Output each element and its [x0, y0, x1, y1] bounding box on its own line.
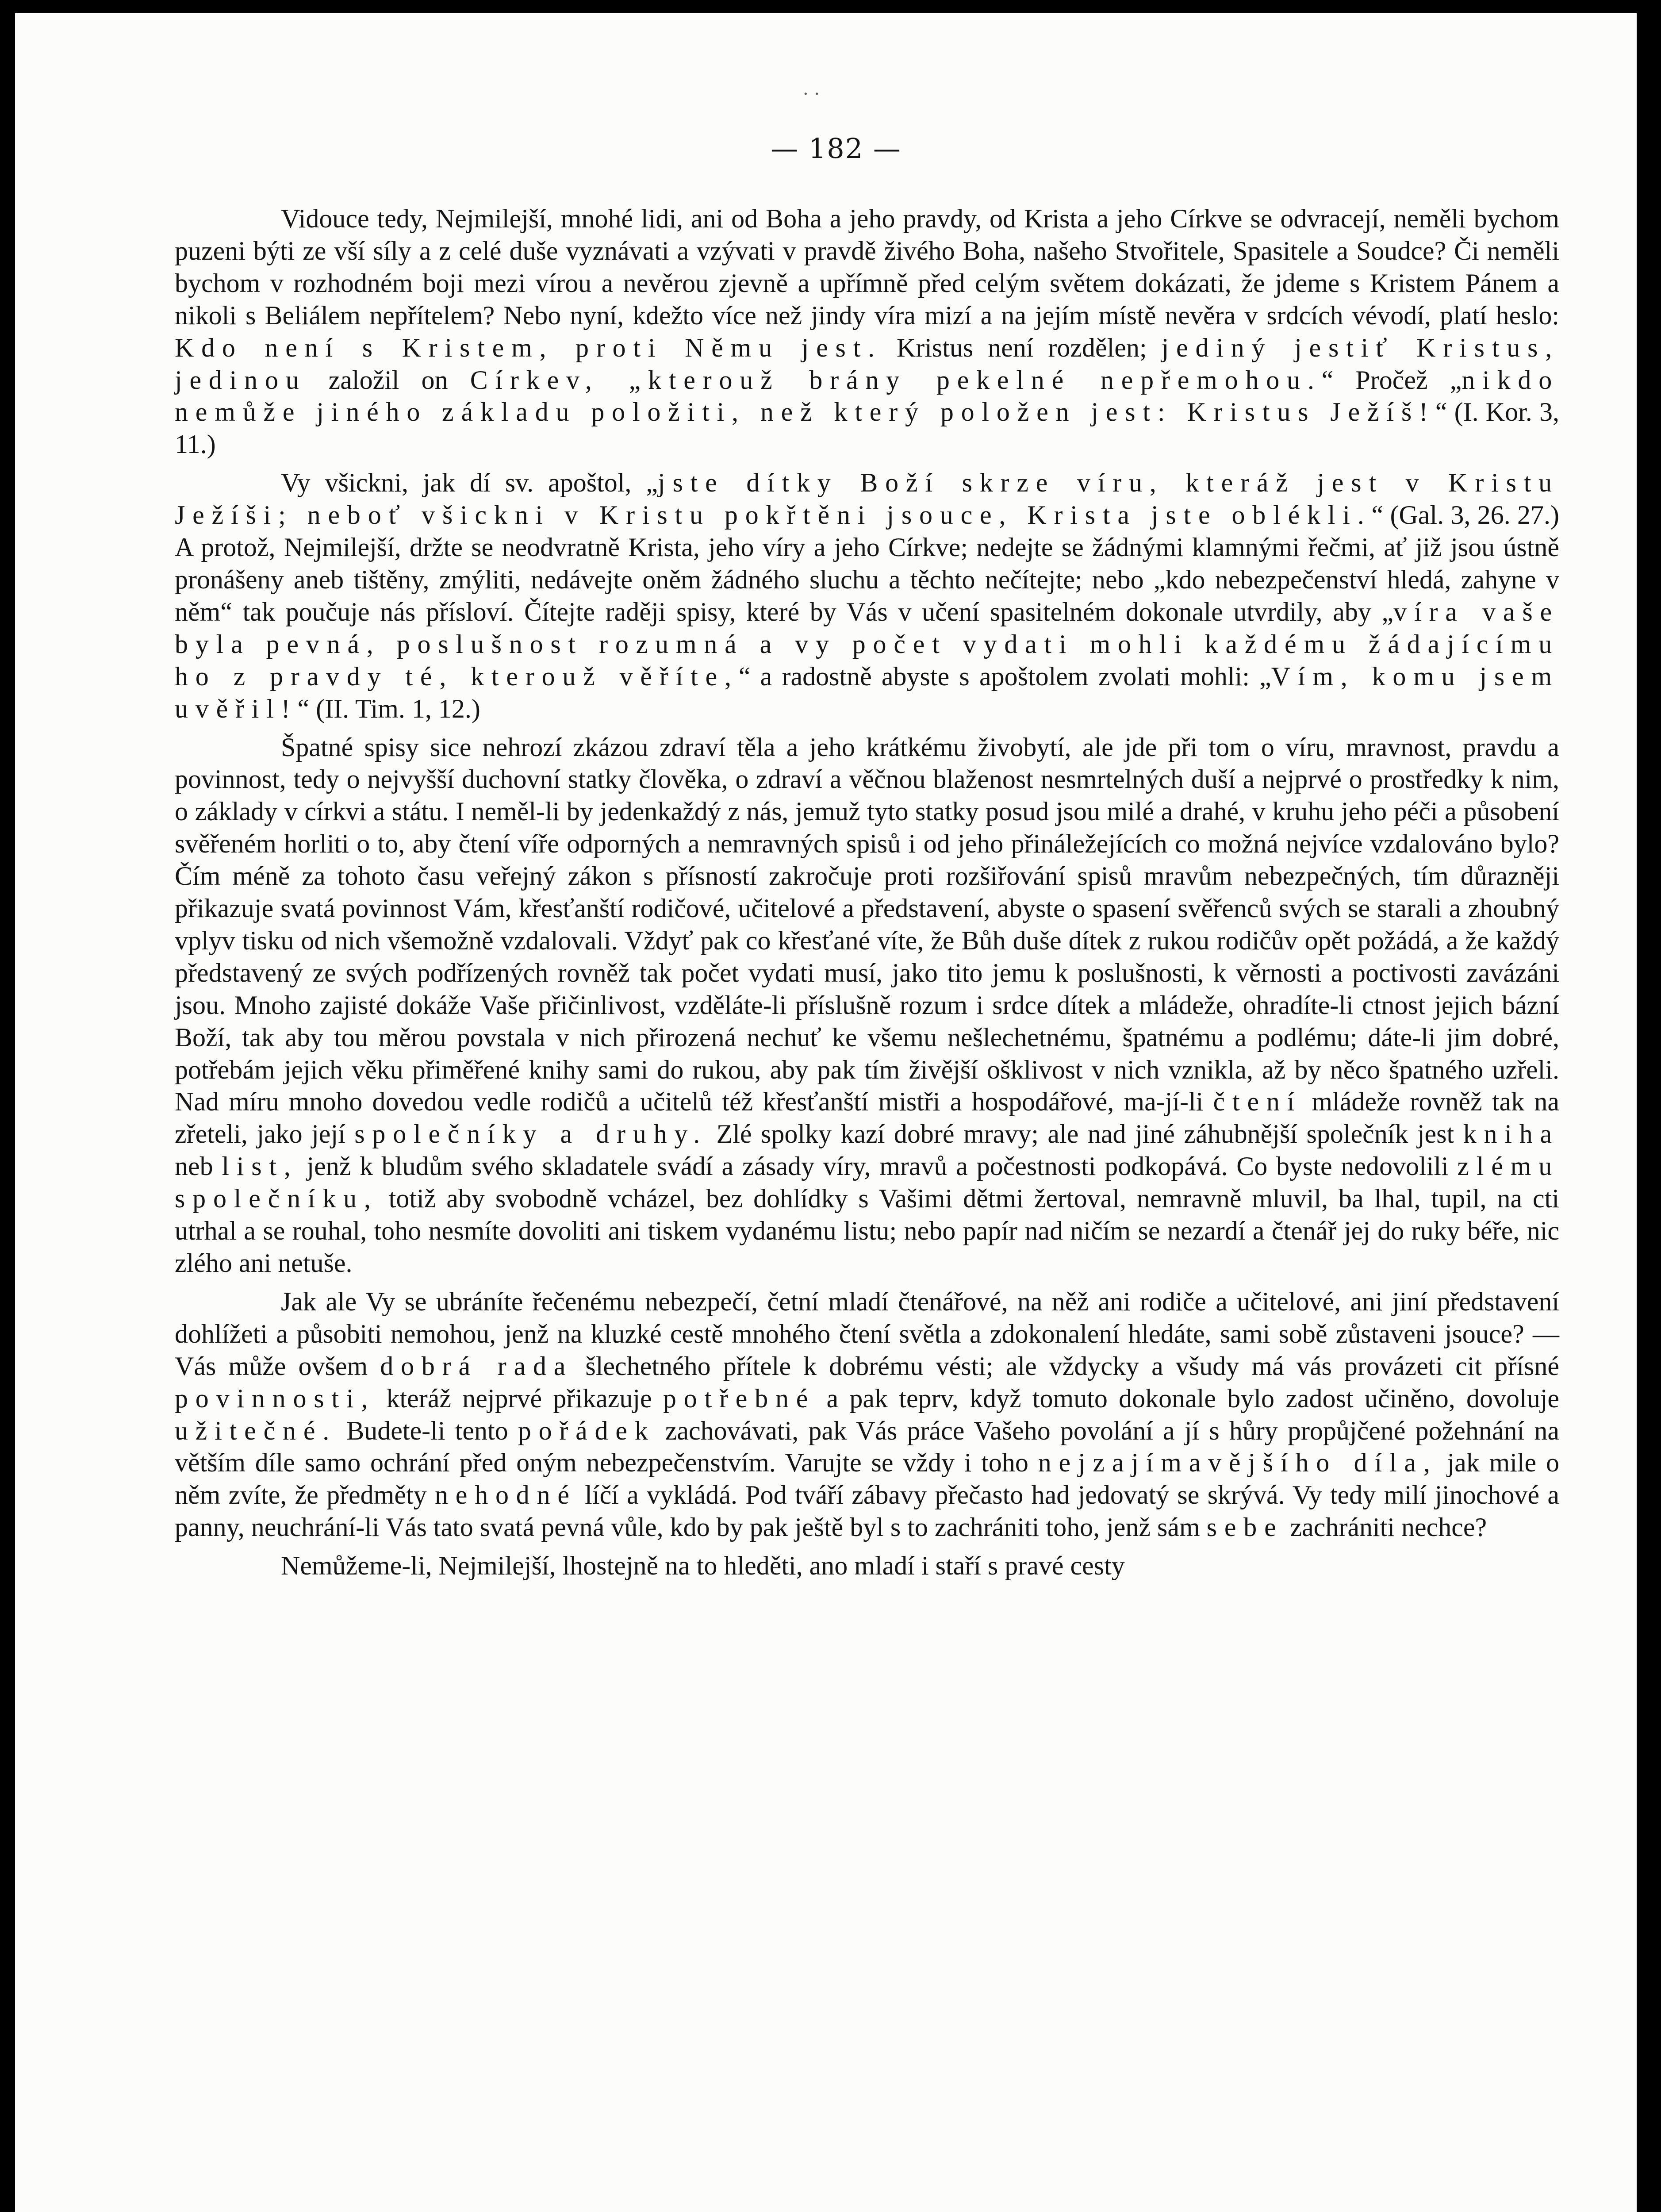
emphasized-text: nikdo nemůže jiného základu položiti, než který položen jest: Kristus Ježíš!	[175, 365, 1560, 427]
emphasized-text: nejzajímavějšího díla,	[1038, 1448, 1438, 1478]
paragraph	[175, 467, 1559, 725]
text-run: Špatné spisy sice nehrozí zkázou zdraví těla a jeho krátkému živobytí, ale jde při tom o víru, mravnost, pravdu a povinnost, tedy o nejvyšší duchovní statky člověka, o zdraví a věčnou blaženost nesmrtelných duší a nejprvé o prostředky k nim, o základy v církvi a státu. I neměl-li by jedenkaždý z nás, jemuž tyto statky posud jsou milé a drahé, v kruhu jeho péči a působení svěřeném horliti o to, aby čtení víře odporných a nemravných spisů i od jeho přináležejících co možná nejvíce vzdalováno bylo? Čím méně za tohoto času veřejný zákon s přísností zakročuje proti rozšiřování spisů mravům nebezpečných, tím důrazněji přikazuje svatá povinnost Vám, křesťanští rodičové, učitelové a představení, abyste o spasení svěřenců svých se starali a zhoubný vplyv tisku od nich všemožně vzdalovali. Vždyť pak co křesťané víte, že Bůh duše dítek z rukou rodičův opět požádá, a že každý představený ze svých podřízených rovněž tak počet vydati musí, jako tito jemu k poslušnosti, k věrnosti a poctivosti zavázáni jsou. Mnoho zajisté dokáže Vaše přičinlivost, vzděláte-li příslušně rozum i srdce dítek a mládeže, ohradíte-li ctnost jejich bázní Boží, tak aby tou měrou povstala v nich přirozená nechuť ke všemu nešlechetnému, špatnému a podlému; dáte-li jim dobré, potřebám jejich věku přiměřené knihy sami do rukou, aby pak tím živější ošklivost v nich vznikla, až by něco špatného uzřeli. Nad míru mnoho dovedou vedle rodičů a učitelů též křesťanští mistři a hospodářové, ma-jí-li	[175, 732, 1559, 1117]
emphasized-text: zlému společníku,	[175, 1152, 1559, 1214]
stray-dots-mark: · ·	[803, 84, 820, 104]
body-text	[175, 203, 1559, 1582]
text-run: založil on	[306, 365, 470, 395]
text-run: jenž k bludům svého skladatele svádí a zásady víry, mravů a počestnosti podkopává. Co byste nedovolili	[298, 1152, 1458, 1181]
text-run: Budete-li tento	[337, 1416, 518, 1445]
paragraph	[175, 731, 1559, 1279]
text-run: Vy všickni, jak dí sv. apoštol, „	[281, 468, 658, 498]
text-run: “ a radostně abyste s apoštolem zvolati mohli: „	[738, 661, 1271, 691]
emphasized-text: potřebné	[663, 1383, 816, 1413]
text-run: zachovávati, pak Vás práce Vašeho povolání a jí s hůry propůjčené požehnání na větším díle samo ochrání před oným nebezpečenstvím. Varujte se vždy i toho	[175, 1416, 1559, 1478]
emphasized-text: Vím, komu jsem uvěřil!	[175, 661, 1559, 723]
scan-border-top	[0, 0, 1661, 13]
text-run: neb	[175, 1152, 222, 1181]
emphasized-text: užitečné.	[175, 1416, 337, 1445]
text-run: “ (I. Kor. 3, 11.)	[175, 397, 1559, 459]
emphasized-text: jste dítky Boží skrze víru, kteráž jest v Kristu Ježíši; neboť všickni v Kristu pokřtěni jsouce, Krista jste oblékli.	[175, 468, 1559, 530]
emphasized-text: list,	[222, 1152, 298, 1181]
paragraph	[175, 1550, 1559, 1582]
paragraph	[175, 1286, 1559, 1544]
text-run: Nemůžeme-li, Nejmilejší, lhostejně na to hleděti, ano mladí i staří s pravé cesty	[281, 1551, 1125, 1581]
text-run: “ Pročež „	[1321, 365, 1462, 395]
text-run: kteráž nejprvé přikazuje	[375, 1383, 663, 1413]
text-run: “ (II. Tim. 1, 12.)	[297, 694, 480, 723]
emphasized-text: Kdo není s Kristem, proti Němu jest.	[175, 333, 882, 362]
text-run: jak mile o něm zvíte, že předměty	[175, 1448, 1559, 1510]
text-run: “ (Gal. 3, 26. 27.) A protož, Nejmilejší, držte se neodvratně Krista, jeho víry a jeho Církve; nedejte se žádnými klamnými řečmi, ať již jsou ústně pronášeny aneb tištěny, zmýliti, nedávejte oněm žádného sluchu a těchto nečítejte; nebo „kdo nebezpečenství hledá, zahyne v něm“ tak poučuje nás přísloví. Čítejte raději spisy, které by Vás v učení spasitelném dokonale utvrdily, aby „	[175, 500, 1559, 626]
emphasized-text: jediný jestiť Kristus, jedinou	[175, 333, 1559, 395]
text-run: Kristus není rozdělen;	[882, 333, 1162, 362]
text-run: totiž aby svobodně vcházel, bez dohlídky s Vašimi dětmi žertoval, nemravně mluvil, ba lhal, tupil, na cti utrhal a se rouhal, toho nesmíte dovoliti ani tiskem vydanému listu; nebo papír nad ničím se nezardí a čtenář jej do ruky béře, nic zlého ani netuše.	[175, 1184, 1559, 1278]
emphasized-text: víra vaše byla pevná, poslušnost rozumná a vy počet vydati mohli každému žádajícímu ho z pravdy té, kterouž věříte,	[175, 597, 1559, 691]
text-run: šlechetného přítele k dobrému vésti; ale vždycky a všudy má vás provázeti cit přísné	[573, 1351, 1559, 1381]
text-run: zachrániti nechce?	[1283, 1513, 1487, 1542]
text-run: líčí a vykládá. Pod tváří zábavy přečasto had jedovatý se skrývá. Vy tedy milí jinochové a panny, neuchrání-li Vás tato svatá pevná vůle, kdo by pak ještě byl s to zachrániti toho, jenž sám	[175, 1480, 1559, 1542]
emphasized-text: společníky a druhy.	[354, 1119, 708, 1149]
scan-border-right	[1637, 0, 1661, 2212]
emphasized-text: sebe	[1206, 1513, 1284, 1542]
paragraph	[175, 203, 1559, 461]
text-run: Vidouce tedy, Nejmilejší, mnohé lidi, ani od Boha a jeho pravdy, od Krista a jeho Církve se odvracejí, neměli bychom puzeni býti ze vší síly a z celé duše vyznávati a vzývati v pravdě živého Boha, našeho Stvořitele, Spasitele a Soudce? Či neměli bychom v rozhodném boji mezi vírou a nevěrou zjevně a upřímně před celým světem dokázati, že jdeme s Kristem Pánem a nikoli s Beliálem nepřítelem? Nebo nyní, kdežto více než jindy víra mizí a na jejím místě nevěra v srdcích vévodí, platí heslo:	[175, 204, 1559, 330]
text-run: mládeže rovněž tak na zřeteli, jako její	[175, 1087, 1559, 1149]
text-run: Zlé spolky kazí dobré mravy; ale nad jiné záhubnější společník jest	[707, 1119, 1463, 1149]
emphasized-text: čtení	[1213, 1087, 1302, 1117]
emphasized-text: dobrá rada	[380, 1351, 573, 1381]
emphasized-text: pořádek	[518, 1416, 656, 1445]
emphasized-text: povinnosti,	[175, 1383, 376, 1413]
scan-border-left	[0, 0, 15, 2212]
text-run: a pak teprv, když tomuto dokonale bylo zadost učiněno, dovoluje	[815, 1383, 1559, 1413]
emphasized-text: Církev, „kterouž brány pekelné nepřemohou.	[470, 365, 1322, 395]
page-number: — 182 —	[771, 132, 901, 165]
emphasized-text: kniha	[1463, 1119, 1559, 1149]
text-run: Jak ale Vy se ubráníte řečenému nebezpečí, četní mladí čtenářové, na něž ani rodiče a učitelové, ani jiní představení dohlížeti a působiti nemohou, jenž na kluzké cestě mnohého čtení světla a zdokonalení hledáte, sami sobě zůstaveni jsouce? — Vás může ovšem	[175, 1286, 1559, 1381]
emphasized-text: nehodné	[434, 1480, 577, 1510]
